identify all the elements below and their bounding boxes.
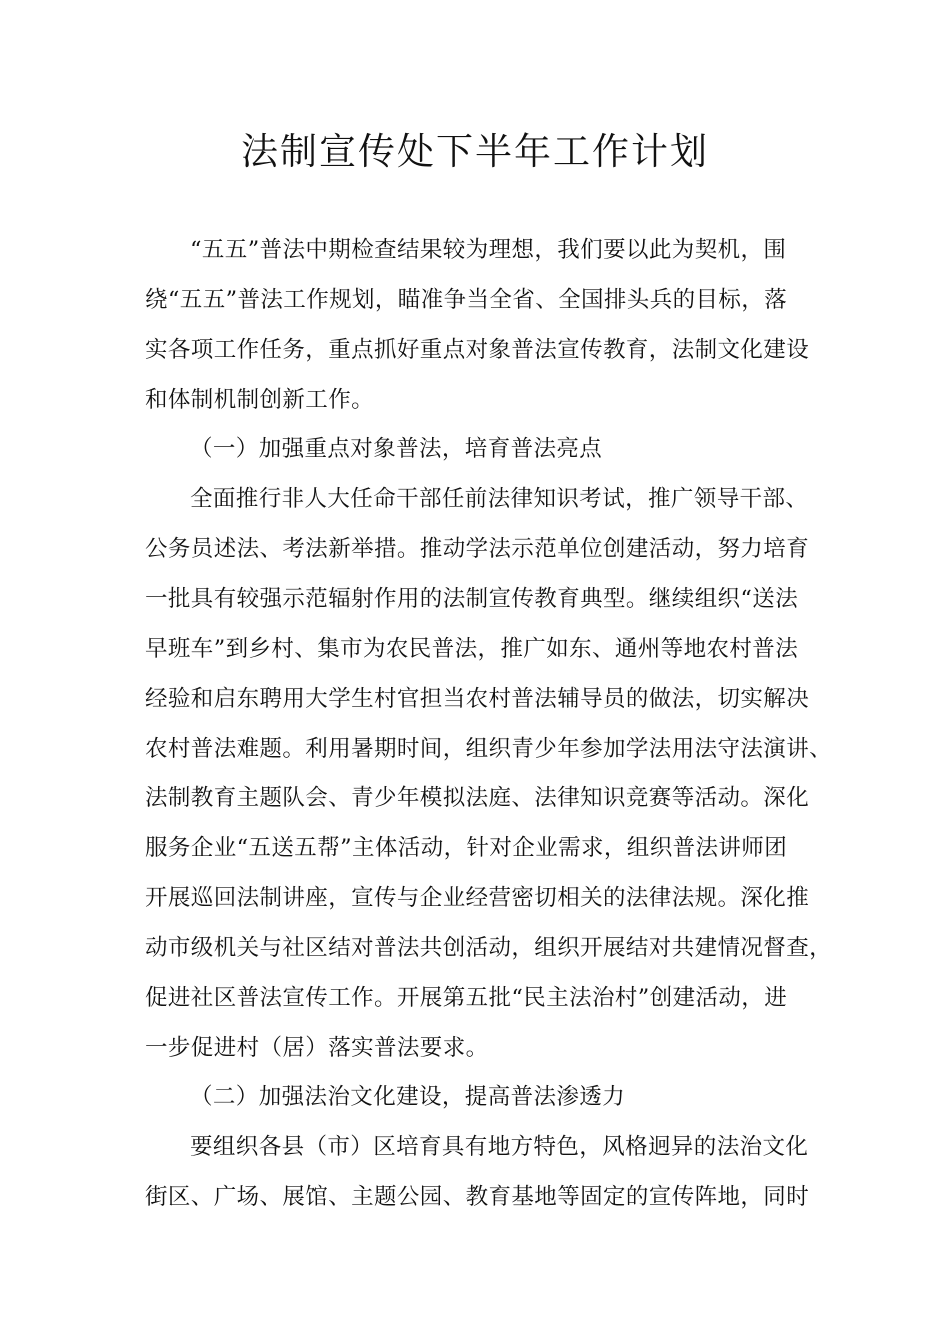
paragraph-line: “五五”普法中期检查结果较为理想，我们要以此为契机，围 [190,237,787,263]
paragraph-line: 动市级机关与社区结对普法共创活动，组织开展结对共建情况督查， [145,935,833,961]
paragraph-line: 一步促进村（居）落实普法要求。 [145,1035,489,1061]
paragraph-line: 农村普法难题。利用暑期时间，组织青少年参加学法用法守法演讲、 [145,736,833,762]
document-title: 法制宣传处下半年工作计划 [241,130,709,173]
paragraph-line: 街区、广场、展馆、主题公园、教育基地等固定的宣传阵地，同时 [145,1184,810,1210]
paragraph-line: 一批具有较强示范辐射作用的法制宣传教育典型。继续组织“送法 [145,586,799,612]
paragraph-line: 绕“五五”普法工作规划，瞄准争当全省、全国排头兵的目标，落 [145,287,788,313]
paragraph-line: 实各项工作任务，重点抓好重点对象普法宣传教育，法制文化建设 [145,337,810,363]
paragraph-line: 法制教育主题队会、青少年模拟法庭、法律知识竞赛等活动。深化 [145,785,810,811]
paragraph-line: 公务员述法、考法新举措。推动学法示范单位创建活动，努力培育 [145,536,810,562]
paragraph-line: 开展巡回法制讲座，宣传与企业经营密切相关的法律法规。深化推 [145,885,810,911]
paragraph-line: 促进社区普法宣传工作。开展第五批“民主法治村”创建活动，进 [145,985,788,1011]
paragraph-line: 经验和启东聘用大学生村官担当农村普法辅导员的做法，切实解决 [145,686,810,712]
paragraph-line: 和体制机制创新工作。 [145,387,375,413]
section-heading: （二）加强法治文化建设，提高普法渗透力 [190,1084,626,1110]
paragraph-line: 服务企业“五送五帮”主体活动，针对企业需求，组织普法讲师团 [145,835,788,861]
paragraph-line: 全面推行非人大任命干部任前法律知识考试，推广领导干部、 [190,486,809,512]
paragraph-line: 早班车”到乡村、集市为农民普法，推广如东、通州等地农村普法 [145,636,799,662]
section-heading: （一）加强重点对象普法，培育普法亮点 [190,436,603,462]
paragraph-line: 要组织各县（市）区培育具有地方特色，风格迥异的法治文化 [190,1134,809,1160]
